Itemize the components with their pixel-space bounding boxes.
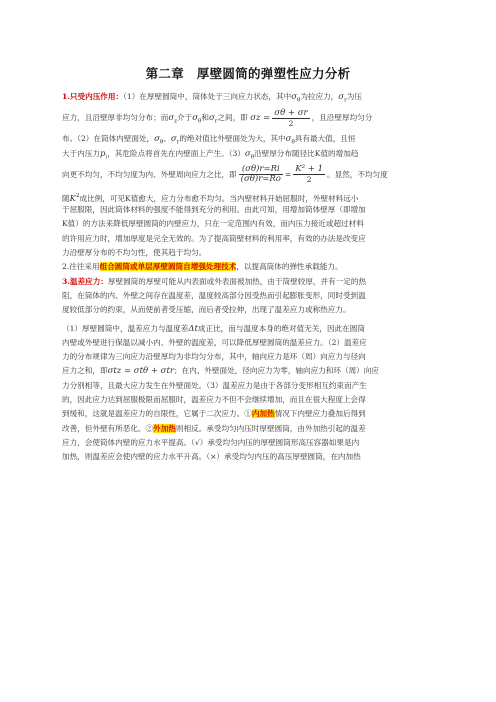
text-line: 应力，且沿壁厚非均匀分布；而$\sigma_z$介于$\sigma_\theta$和$\sigma_r$之间，即 σz = $\frac{\sigma\theta + \sigma r}{2}$ ，且沿壁厚均匀分 [62, 107, 373, 128]
document-body [62, 90, 438, 465]
text-line: 大于内压力$p_i$，其危险点将首先在内壁面上产生。$(3)\sigma_\theta$沿壁厚分布随径比K值的增加趋 [62, 148, 359, 161]
text-line: 的，因此应力达到屈服极限而屈服时，温差应力不但不会继续增加，而且在很大程度上会得 [62, 395, 366, 405]
section-heading: 1.只受内压作用： [62, 92, 124, 101]
thermal-equation: σtz = σtθ + σtr [107, 366, 174, 377]
math-symbol: Δt [188, 323, 198, 334]
text-line: 应力，会使筒体内壁的应力水平提高。（√）承受均匀内压的厚壁圆筒形高压容器如果是内 [62, 437, 360, 447]
text-line: 力分别相等，且最大应力发生在外壁面处。（3）温差应力是由于各部分变形相互约束而产生 [62, 380, 367, 390]
text-line: 3.温差应力：厚壁圆筒的厚壁可能从内表面或外表面被加热，由于筒壁较厚，并有一定的热 [62, 276, 367, 286]
highlighted-text: 内加热 [251, 409, 275, 419]
text-line: 向更不均匀，不均匀度为内、外壁周向应力之比，即 $\frac{(\sigma\theta)r=Ri}{(\sigma\theta)r=Ro}$ = $\frac{\text{K² + 1}}{2}$ 。显然，不均匀度 [62, 164, 388, 185]
text-line: 内壁或外壁进行保温以减小内、外壁的温度差，可以降低厚壁圆筒的温差应力。（2）温差应 [62, 337, 367, 347]
math-symbol: $\sigma_r$ [170, 134, 180, 146]
text-line: 于屈服限，因此筒体材料的强度不能得到充分的利用。由此可知，用增加筒体壁厚（即增加 [62, 205, 366, 215]
text-line: K值）的方法来降低厚壁圆筒的内壁应力，只在一定范围内有效，而内压力接近或超过材料 [62, 219, 364, 229]
text-line: 到缓和，这就是温差应力的自限性，它属于二次应力。①内加热情况下内壁应力叠加后得到 [62, 409, 366, 419]
text-line: 2.往往采用组合圆筒或单层厚壁圆筒自增强处理技术，以提高筒体的弹性承载能力。 [62, 262, 343, 272]
highlighted-text: 外加热 [153, 423, 176, 433]
math-symbol: $\sigma_\theta$ [192, 113, 202, 125]
text-line: 力沿壁厚分布的不均匀性，使其趋于均匀。 [62, 248, 207, 258]
highlighted-text: 组合圆筒或单层厚壁圆筒自增强处理技术 [99, 262, 237, 272]
text-line: 度较低部分的约束，从而使前者受压缩，而后者受拉伸，出现了温差应力或称热应力。 [62, 305, 351, 315]
text-line: 阻，在筒体的内、外壁之间存在温度差，温度较高部分因受热而引起膨胀变形，同时受到温 [62, 290, 366, 300]
text-line: 力的分布规律为三向应力沿壁厚均为非均匀分布，其中，轴向应力是环（周）向应力与径向 [62, 352, 366, 362]
page-title: 第二章 厚壁圆筒的弹塑性应力分析 [145, 66, 351, 81]
math-symbol: $\sigma_\theta$ [285, 134, 295, 146]
text-line: （1）厚壁圆筒中，温差应力与温度差Δt成正比，而与温度本身的绝对值无关，因此在圆筒 [62, 323, 365, 334]
equation-fraction: $\frac{\sigma\theta + \sigma r}{2}$ [274, 107, 308, 128]
math-symbol: $\sigma_\theta$ [154, 134, 164, 146]
math-symbol: $\sigma_z$ [168, 113, 178, 125]
ratio-fraction: $\frac{(\sigma\theta)r=Ri}{(\sigma\theta)r=Ro}$ [240, 164, 281, 185]
math-symbol: $p_i$ [99, 148, 108, 161]
math-symbol: $\sigma_r$ [208, 113, 218, 125]
section-heading: 3.温差应力： [62, 276, 108, 286]
k-fraction: $\frac{\text{K² + 1}}{2}$ [295, 164, 323, 185]
text-line: 布。（2）在筒体内壁面处，$\sigma_\theta$、$\sigma_r$的绝对值比外壁面处为大，其中$\sigma_\theta$具有最大值，且恒 [62, 134, 356, 146]
math-symbol: $\sigma_\theta$ [244, 148, 255, 161]
math-symbol: $\sigma_r$ [338, 92, 347, 104]
text-line: 改善，但外壁有所恶化。②外加热则相反。承受均匀内压时厚壁圆筒，由外加热引起的温差 [62, 423, 366, 433]
equation-lhs: σz = [250, 113, 271, 124]
text-line: 加热，则温差应会使内壁的应力水平升高。（×）承受均匀内压的高压厚壁圆筒，在内加热 [62, 452, 361, 462]
math-symbol: $K^2$ [69, 192, 80, 204]
math-symbol: $\sigma_\theta$ [291, 92, 301, 104]
text-line: 应力之和，即σtz = σtθ + σtr；在内、外壁面处，径向应力为零，轴向应力和环（周）向应 [62, 366, 379, 377]
text-line: 的许用应力时，增加厚度是完全无效的。为了提高筒壁材料的利用率，有效的办法是改变应 [62, 233, 366, 243]
text-line: 随$K^2$成比例，可见K值愈大，应力分布愈不均匀。当内壁材料开始屈服时，外壁材料远小 [62, 192, 359, 204]
text-line: 1.只受内压作用：（1）在厚壁圆筒中，筒体处于三向应力状态，其中$\sigma_\theta$为拉应力，$\sigma_r$为压 [62, 92, 362, 104]
